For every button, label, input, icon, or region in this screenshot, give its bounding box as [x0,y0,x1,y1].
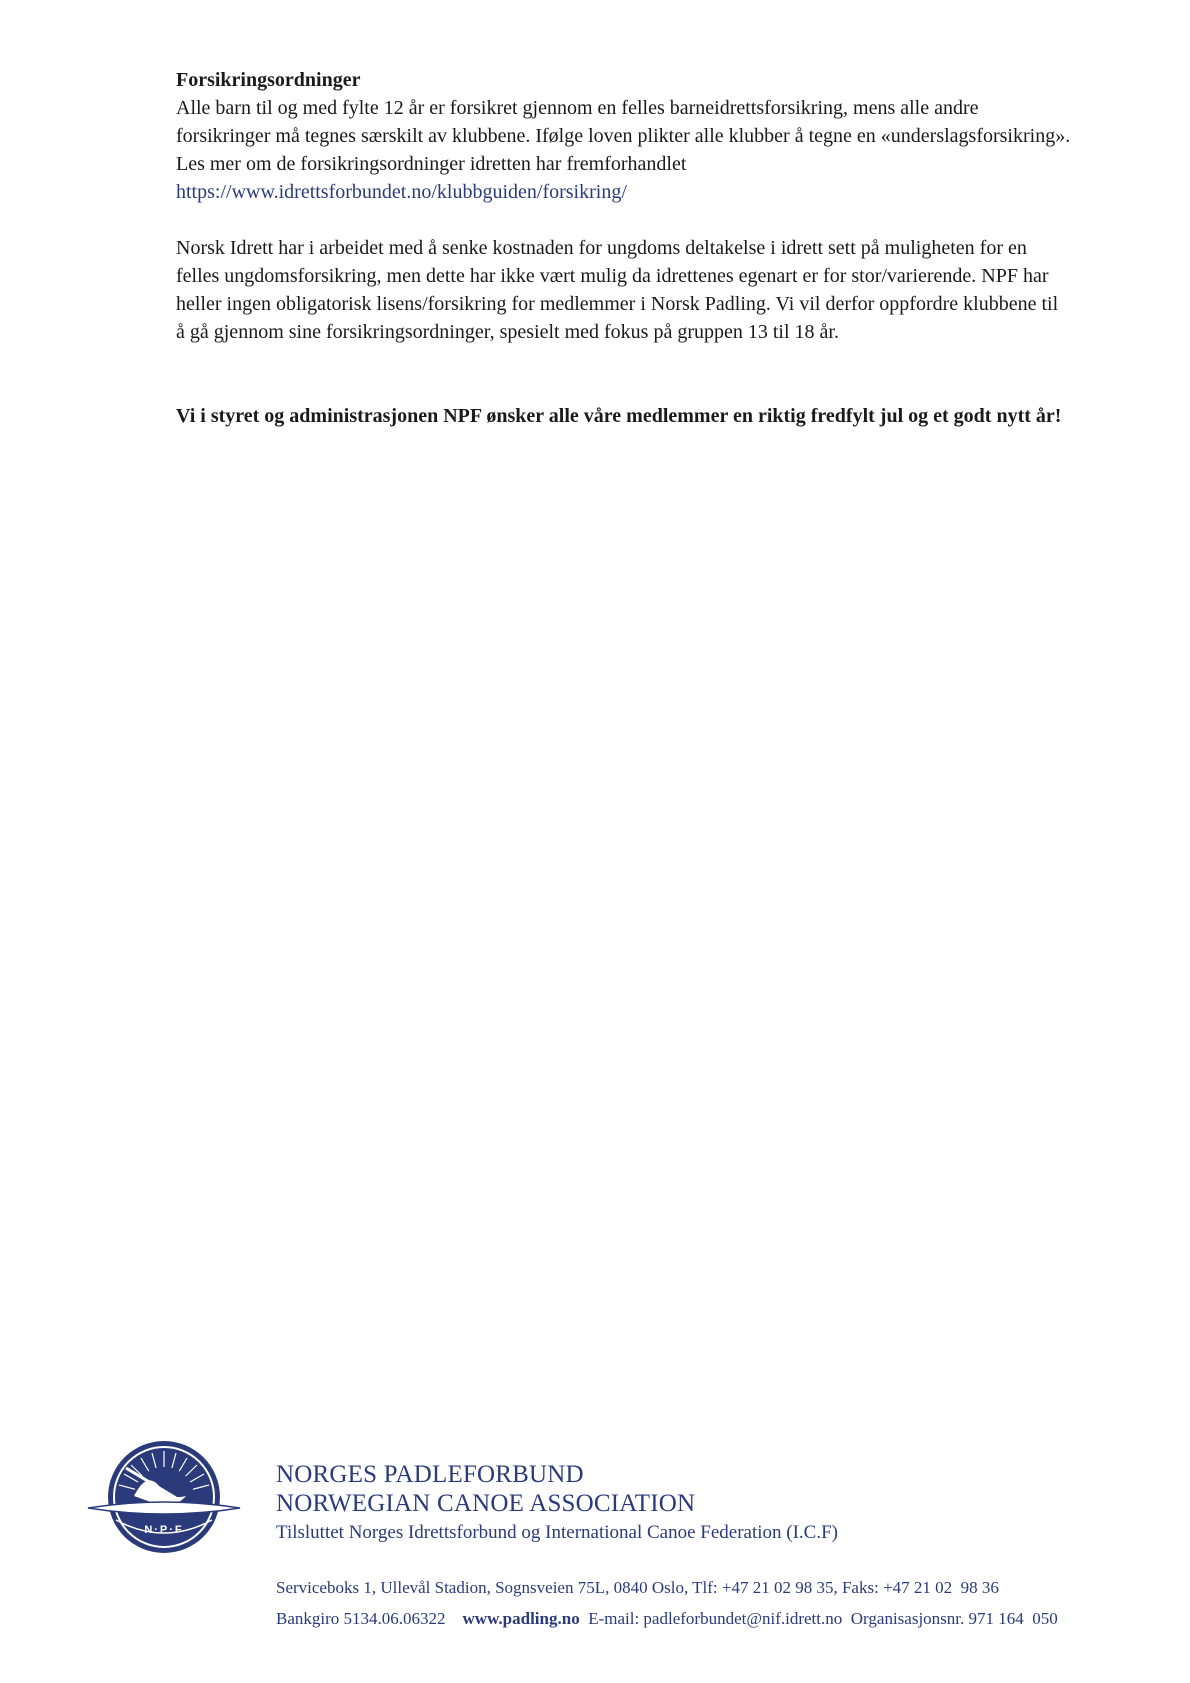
bankgiro: Bankgiro 5134.06.06322 [276,1609,446,1628]
paragraph-line: Norsk Idrett har i arbeidet med å senke kostnaden for ungdoms deltakelse i idrett sett på muligheten for en [176,237,1027,259]
logo-letters: N·P·F [144,1524,184,1536]
email[interactable]: E-mail: padleforbundet@nif.idrett.no [588,1609,843,1628]
closing-greeting: Vi i styret og administrasjonen NPF ønsker alle våre medlemmer en riktig fredfylt jul og et godt nytt år! [176,405,1062,427]
paragraph-line: å gå gjennom sine forsikringsordninger, spesielt med fokus på gruppen 13 til 18 år. [176,321,839,343]
website-link[interactable]: www.padling.no [462,1609,580,1628]
npf-logo [86,1438,242,1556]
footer [276,1460,1136,1631]
org-name-english: NORWEGIAN CANOE ASSOCIATION [276,1490,696,1517]
document-body [176,66,1116,430]
affiliation: Tilsluttet Norges Idrettsforbund og International Canoe Federation (I.C.F) [276,1522,838,1543]
insurance-link[interactable]: https://www.idrettsforbundet.no/klubbguiden/forsikring/ [176,181,627,203]
org-name-norwegian: NORGES PADLEFORBUND [276,1461,584,1488]
section-heading: Forsikringsordninger [176,69,361,91]
org-number: Organisasjonsnr. 971 164 050 [850,1609,1058,1628]
address-line: Serviceboks 1, Ullevål Stadion, Sognsveien 75L, 0840 Oslo, Tlf: +47 21 02 98 35, Faks: +47 21 02 98 36 [276,1578,999,1597]
contact-line [276,1607,1136,1631]
paragraph-line: heller ingen obligatorisk lisens/forsikring for medlemmer i Norsk Padling. Vi vil derfor oppfordre klubbene til [176,293,1059,315]
paragraph-line: forsikringer må tegnes særskilt av klubbene. Ifølge loven plikter alle klubber å tegne en «underslagsforsikring». [176,125,1071,147]
paragraph-line: Les mer om de forsikringsordninger idretten har fremforhandlet [176,153,687,175]
paragraph-line: Alle barn til og med fylte 12 år er forsikret gjennom en felles barneidrettsforsikring, mens alle andre [176,97,979,119]
paragraph-line: felles ungdomsforsikring, men dette har ikke vært mulig da idrettenes egenart er for stor/varierende. NPF har [176,265,1049,287]
